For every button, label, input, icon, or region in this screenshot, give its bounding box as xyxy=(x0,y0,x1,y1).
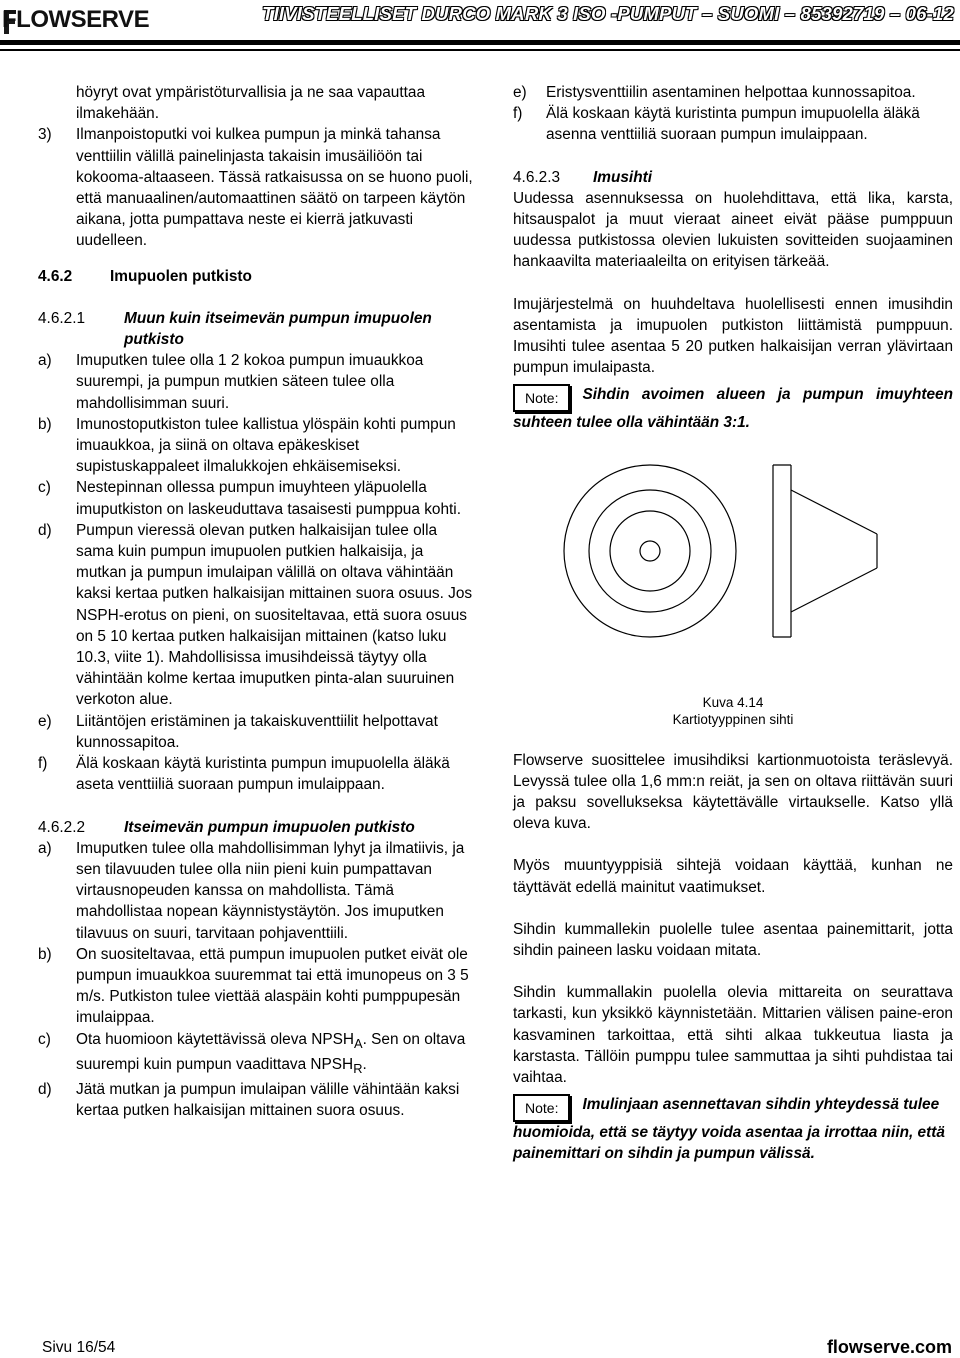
subsection-title: Muun kuin itseimevän pumpun imupuolen putkisto xyxy=(124,309,432,349)
list-marker: c) xyxy=(38,1030,51,1048)
paragraph: Uudessa asennuksessa on huolehdittava, että lika, karsta, hitsauspalot ja muut vieraat aineet eivät pääse pumppuun uudessa putkistossa olevien lukuisten sovitteiden suojaaminen hankaavilta materiaaleilta on erityisen tärkeää. xyxy=(513,189,953,271)
paragraph: Flowserve suosittelee imusihdiksi kartionmuotoista teräslevyä. Levyssä tulee olla 1,6 mm:n reiät, ja sen on oltava riittävän suuri ja paksu sovellukseksa käytettävälle virtaukselle. Katso yllä oleva kuva. xyxy=(513,751,953,833)
list-text: On suositeltavaa, että pumpun imupuolen putket eivät ole pumpun imuaukkoa suuremmat tai että imunopeus on 3 5 m/s. Putkiston tulee viettää alaspäin kohti pumppupesän imulaippaa. xyxy=(76,945,469,1027)
paragraph: Myös muuntyyppisiä sihtejä voidaan käyttää, kunhan ne täyttävät edellä mainitut vaatimukset. xyxy=(513,857,953,896)
list-item xyxy=(38,1079,478,1121)
subsection-number: 4.6.2.3 xyxy=(513,168,561,186)
figure-caption: Kartiotyyppinen sihti xyxy=(672,711,794,727)
section-heading xyxy=(38,266,478,287)
footer-site: flowserve.com xyxy=(826,1337,952,1357)
header-rule-thin xyxy=(0,49,960,51)
list-item xyxy=(38,124,478,251)
text-fragment: . Sen on oltava suurempi kuin pumpun vaadittava NPSH xyxy=(76,1030,466,1073)
list-item xyxy=(513,103,953,145)
list-text: Älä koskaan käytä kuristinta pumpun imupuolella äläkä asenna venttiiliä suoraan pumpun imulaippaan. xyxy=(546,105,920,144)
subsection-heading xyxy=(38,817,478,838)
list-item xyxy=(38,414,478,478)
list-text: Ilmanpoistoputki voi kulkea pumpun ja minkä tahansa venttiilin välillä painelinjasta takaisin imusäiliöön tai kokooma-altaaseen. Tässä ratkaisussa on se huono puoli, että manuaalinen/automaattinen säätö on tarpeen käytön aikana, jotta pumpattava neste ei kierrä jatkuvasti uudelleen. xyxy=(76,126,473,250)
list-text: Eristysventtiilin asentaminen helpottaa kunnossapitoa. xyxy=(546,84,916,101)
subsection-title: Itseimevän pumpun imupuolen putkisto xyxy=(124,818,415,836)
list-text: Älä koskaan käytä kuristinta pumpun imupuolella äläkä aseta venttiiliä suoraan pumpun imulaippaan. xyxy=(76,755,450,794)
list-marker: b) xyxy=(38,415,52,433)
list-item xyxy=(38,477,478,519)
subsection-number: 4.6.2.2 xyxy=(38,818,86,836)
list-text: Imuputken tulee olla 1 2 kokoa pumpun imuaukkoa suurempi, ja pumpun mutkien säteen tulee olla mahdollisimman suuri. xyxy=(76,352,424,412)
section-number: 4.6.2 xyxy=(38,267,73,285)
strainer-figure xyxy=(513,464,953,674)
list-marker: b) xyxy=(38,945,52,963)
list-item xyxy=(38,350,478,414)
note-label: Note: xyxy=(513,384,570,412)
note-text: Imulinjaan asennettavan sihdin yhteydessä tulee huomioida, että se täytyy voida asentaa ja irrottaa niin, että painemittari on sihdin ja pumpun välissä. xyxy=(513,1096,945,1163)
list-text: Nestepinnan ollessa pumpun imuyhteen yläpuolella imuputkiston on laskeuduttava tasaisesti pumppua kohti. xyxy=(76,479,461,518)
subscript: A xyxy=(354,1035,363,1051)
list-text xyxy=(76,1029,478,1080)
paragraph: Sihdin kummallekin puolelle tulee asentaa painemittarit, jotta sihdin paineen lasku voidaan mitata. xyxy=(513,920,953,960)
list-marker: e) xyxy=(38,712,52,730)
text-fragment: . xyxy=(362,1055,367,1073)
paragraph: Imujärjestelmä on huuhdeltava huolellisesti ennen imusihdin asentamista ja imupuolen putkiston liittämistä pumppuun. Imusihti tulee asentaa 5 20 putken halkaisijan verran ylävirtaan pumpun imulaipasta. xyxy=(513,295,953,377)
list-marker: c) xyxy=(38,479,51,497)
section-title: Imupuolen putkisto xyxy=(110,267,252,285)
list-text: Imuputken tulee olla mahdollisimman lyhyt ja ilmatiivis, ja sen tilavuuden tulee olla niin pieni kuin pumpattavan virtausnopeuden kanssa on mahdollista. Tämä mahdollistaa nopean käynnistystäytön. Jos imuputken tilavuus on suuri, tarvitaan pohjaventtiili. xyxy=(76,839,465,942)
list-marker: f) xyxy=(38,755,48,773)
list-item xyxy=(38,838,478,944)
list-text: Imunostoputkiston tulee kallistua ylöspäin kohti pumpun imuaukkoa, ja siinä on oltava epäkeskiset supistuskappaleet ilmalukkojen ehkäisemiseksi. xyxy=(76,415,456,476)
list-item xyxy=(38,1029,478,1080)
list-text: Jätä mutkan ja pumpun imulaipan välille vähintään kaksi kertaa putken halkaisijan mittainen suora osuus. xyxy=(76,1081,460,1120)
list-text: Liitäntöjen eristäminen ja takaiskuventtiilit helpottavat kunnossapitoa. xyxy=(76,712,438,751)
subsection-heading xyxy=(513,167,953,188)
right-column xyxy=(513,82,953,1165)
paragraph: Sihdin kummallakin puolella olevia mittareita on seurattava tarkasti, kun yksikkö käynnistetään. Mittarien välisen paine-eron kasvaminen tarkoittaa, että sihti alkaa tukkeutua liasta ja karstasta. Tällöin pumppu tulee sammuttaa ja sihti puhdistaa tai vaihtaa. xyxy=(513,984,953,1087)
note-block xyxy=(513,1094,953,1164)
header-rule-thick xyxy=(0,40,960,45)
cone-strainer-drawing xyxy=(513,464,953,674)
list-text: Pumpun vieressä olevan putken halkaisijan tulee olla sama kuin pumpun imupuolen putkien halkaisija, ja mutkan ja pumpun imulaipan välillä on oltava vähintään kaksi kertaa putken halkaisijan mittainen suora osuus. Jos NSPH-erotus on pieni, on suositeltavaa, että suora osuus on 5 10 kertaa putken halkaisijan mittainen (katso luku 10.3, viite 1). Mahdollisissa imusihdeissä täytyy olla vähintään kolme kertaa imuputken pinta-alan suuruinen verkoton alue. xyxy=(76,521,473,709)
text-fragment: Ota huomioon käytettävissä oleva NPSH xyxy=(76,1030,355,1048)
list-item xyxy=(38,753,478,795)
subscript: R xyxy=(353,1060,363,1076)
list-marker: d) xyxy=(38,1081,52,1099)
figure-label: Kuva 4.14 xyxy=(702,694,764,710)
subsection-title: Imusihti xyxy=(593,168,652,186)
list-marker: e) xyxy=(513,84,527,101)
subsection-number: 4.6.2.1 xyxy=(38,309,86,327)
note-block xyxy=(513,384,953,433)
list-marker: d) xyxy=(38,521,52,539)
list-item xyxy=(513,82,953,103)
left-column xyxy=(38,82,478,1122)
subsection-heading xyxy=(38,308,478,350)
paragraph: höyryt ovat ympäristöturvallisia ja ne saa vapauttaa ilmakehään. xyxy=(76,84,426,123)
list-marker: f) xyxy=(513,105,523,123)
page-number: Sivu 16/54 xyxy=(42,1339,116,1356)
list-item xyxy=(38,944,478,1029)
list-marker: a) xyxy=(38,352,52,370)
document-title: TIIVISTEELLISET DURCO MARK 3 ISO -PUMPUT – SUOMI – 85392719 – 06-12 xyxy=(262,3,954,24)
logo-wordmark: FLOWSERVE xyxy=(2,6,150,33)
list-marker: a) xyxy=(38,839,52,857)
list-item xyxy=(38,520,478,711)
note-label: Note: xyxy=(513,1094,570,1122)
list-marker: 3) xyxy=(38,126,52,144)
list-item xyxy=(38,711,478,753)
note-text: Sihdin avoimen alueen ja pumpun imuyhteen suhteen tulee olla vähintään 3:1. xyxy=(513,386,953,432)
